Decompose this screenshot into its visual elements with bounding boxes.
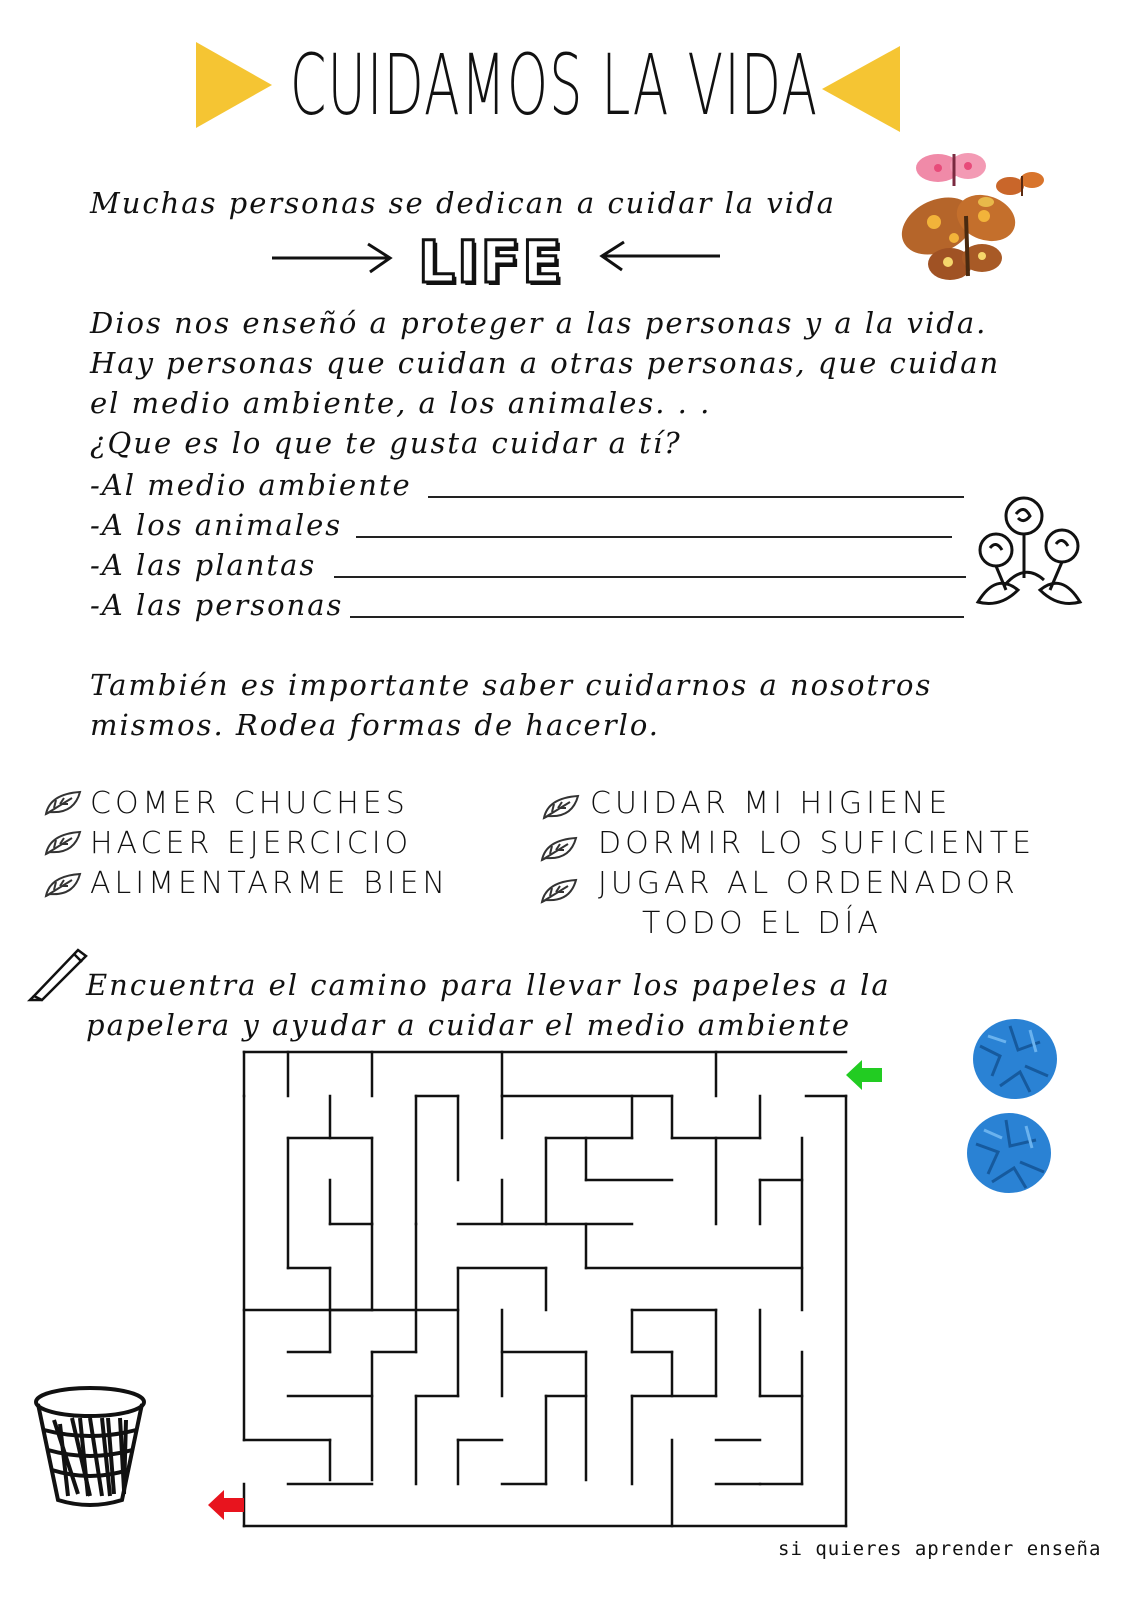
left-triangle-icon bbox=[196, 42, 276, 128]
option-item-continuation[interactable]: TODO EL DÍA bbox=[642, 906, 882, 941]
paper-ball-icon bbox=[964, 1110, 1054, 1196]
pencil-icon bbox=[28, 942, 92, 1002]
option-item[interactable]: JUGAR AL ORDENADOR bbox=[598, 866, 1019, 901]
option-item[interactable]: HACER EJERCICIO bbox=[90, 826, 413, 861]
leaf-icon bbox=[44, 872, 84, 900]
leaf-icon bbox=[540, 836, 580, 864]
intro-text: Muchas personas se dedican a cuidar la vida bbox=[90, 186, 836, 220]
leaf-icon bbox=[44, 830, 84, 858]
self-care-line: mismos. Rodea formas de hacerlo. bbox=[90, 708, 661, 742]
page-title: CUIDAMOS LA VIDA bbox=[290, 36, 819, 134]
option-item[interactable]: COMER CHUCHES bbox=[90, 786, 409, 821]
option-item[interactable]: ALIMENTARME BIEN bbox=[90, 866, 449, 901]
answer-line[interactable] bbox=[350, 616, 964, 618]
leaf-icon bbox=[540, 878, 580, 906]
option-item[interactable]: DORMIR LO SUFICIENTE bbox=[598, 826, 1036, 861]
answer-line[interactable] bbox=[428, 496, 964, 498]
footer-text: si quieres aprender enseña bbox=[778, 1538, 1102, 1560]
leaf-icon bbox=[44, 790, 84, 818]
self-care-line: También es importante saber cuidarnos a nosotros bbox=[90, 668, 933, 702]
maze[interactable] bbox=[240, 1048, 900, 1548]
paragraph-line: el medio ambiente, a los animales. . . bbox=[90, 386, 712, 420]
trash-bin-icon bbox=[32, 1384, 152, 1510]
leaf-icon bbox=[542, 794, 582, 822]
answer-line[interactable] bbox=[334, 576, 966, 578]
answer-label: -A las plantas bbox=[90, 548, 317, 582]
paper-ball-icon bbox=[970, 1016, 1060, 1102]
life-word: LIFE bbox=[418, 228, 564, 296]
butterflies-illustration bbox=[898, 146, 1048, 286]
option-item[interactable]: CUIDAR MI HIGIENE bbox=[590, 786, 952, 821]
question-line: ¿Que es lo que te gusta cuidar a tí? bbox=[90, 426, 682, 460]
answer-label: -A las personas bbox=[90, 588, 344, 622]
maze-end-arrow bbox=[208, 1490, 248, 1520]
left-arrow-icon bbox=[596, 238, 726, 278]
paragraph-line: Hay personas que cuidan a otras personas, que cuidan bbox=[90, 346, 1001, 380]
answer-label: -A los animales bbox=[90, 508, 343, 542]
right-arrow-icon bbox=[272, 240, 402, 280]
maze-instruction-line: papelera y ayudar a cuidar el medio ambiente bbox=[86, 1008, 852, 1042]
roses-icon bbox=[974, 494, 1086, 614]
answer-label: -Al medio ambiente bbox=[90, 468, 412, 502]
answer-line[interactable] bbox=[356, 536, 952, 538]
paragraph-line: Dios nos enseñó a proteger a las personas y a la vida. bbox=[90, 306, 988, 340]
right-triangle-icon bbox=[822, 46, 902, 132]
maze-instruction-line: Encuentra el camino para llevar los papeles a la bbox=[86, 968, 891, 1002]
